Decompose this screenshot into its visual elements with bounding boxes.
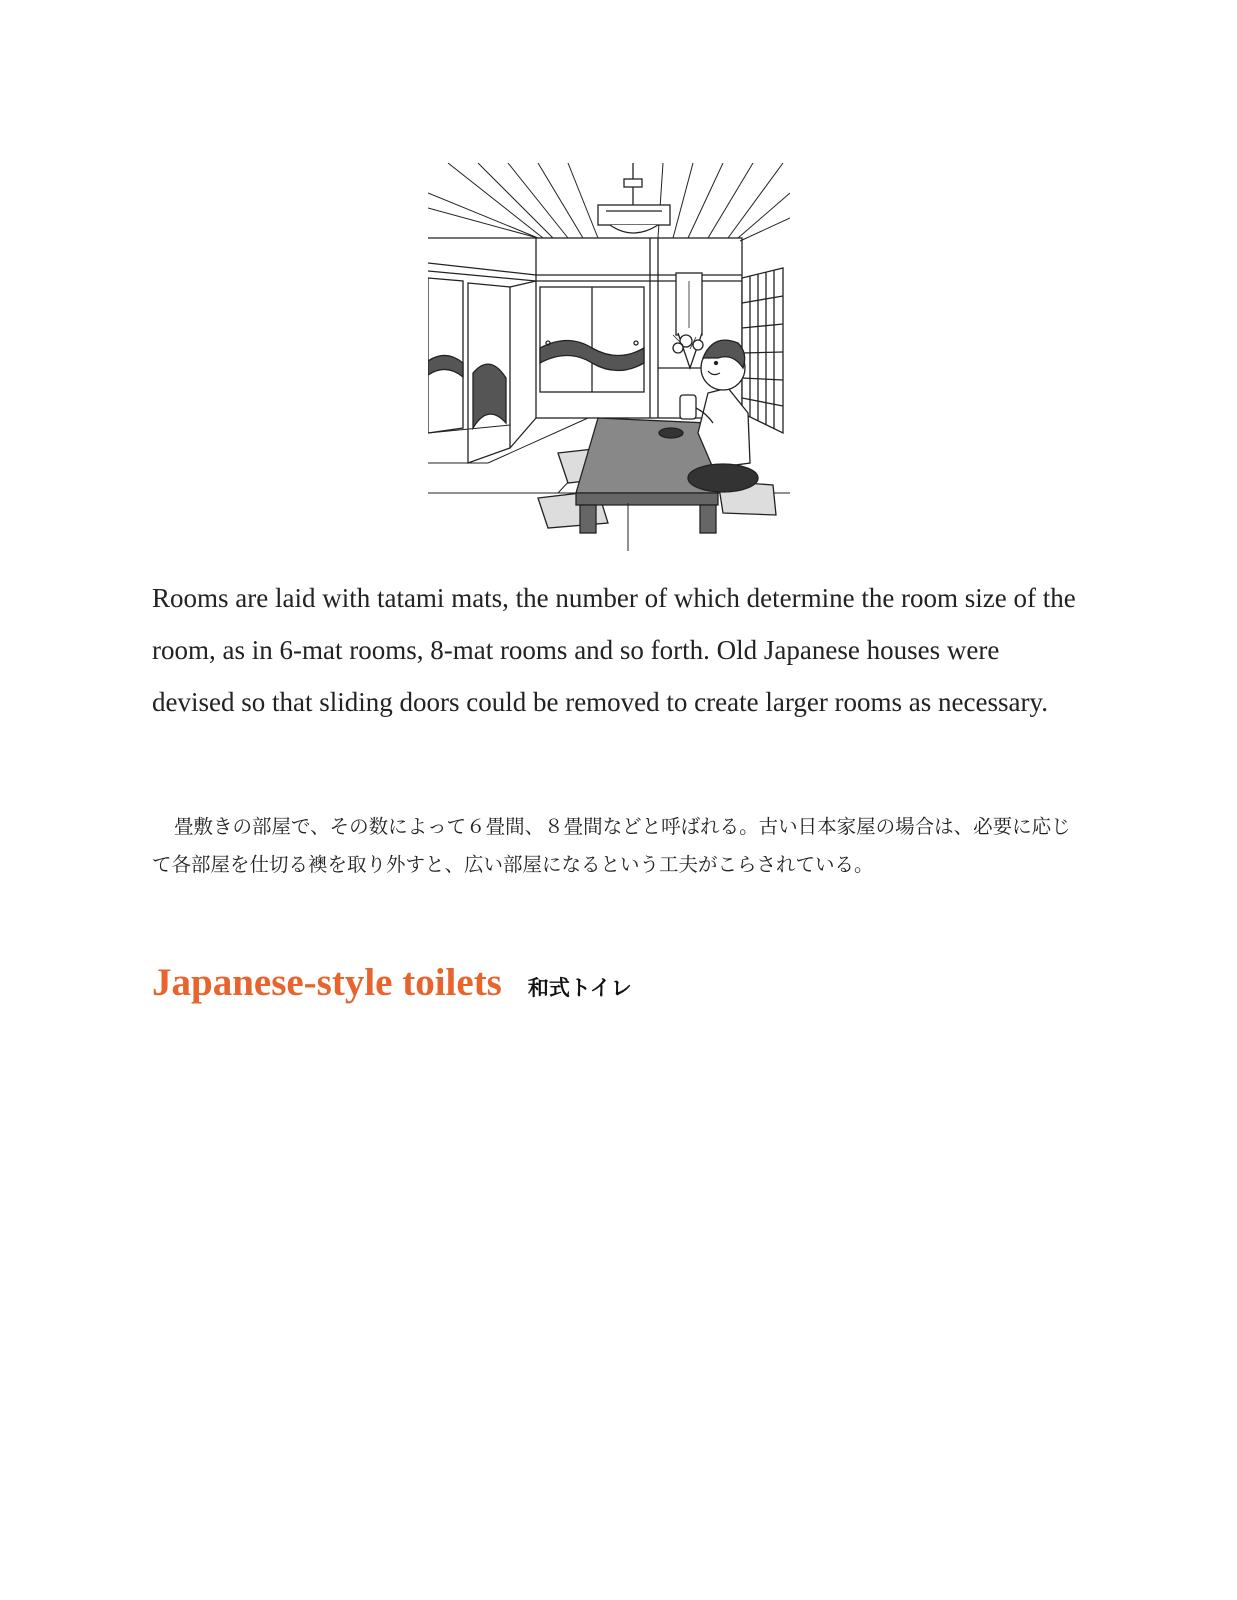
ceiling-light <box>598 163 670 233</box>
section-title-en: Japanese-style toilets <box>152 961 502 1004</box>
section-heading <box>152 960 632 1005</box>
english-paragraph: Rooms are laid with tatami mats, the number of which determine the room size of the room, as in 6-mat rooms, 8-mat rooms and so forth. Old Japanese houses were devised so that sliding doors could be removed to create larger rooms as necessary. <box>152 583 1076 717</box>
section-title-ja: 和式トイレ <box>527 976 632 1000</box>
tatami-room-illustration <box>428 163 790 551</box>
ceiling-boards <box>428 163 790 241</box>
japanese-paragraph: 畳敷きの部屋で、その数によって６畳間、８畳間などと呼ばれる。古い日本家屋の場合は、必要に応じて各部屋を仕切る襖を取り外すと、広い部屋になるという工夫がこらされている。 <box>152 815 1071 876</box>
back-fusuma <box>540 287 644 392</box>
left-wall <box>428 238 536 463</box>
shoji-window <box>742 268 783 433</box>
